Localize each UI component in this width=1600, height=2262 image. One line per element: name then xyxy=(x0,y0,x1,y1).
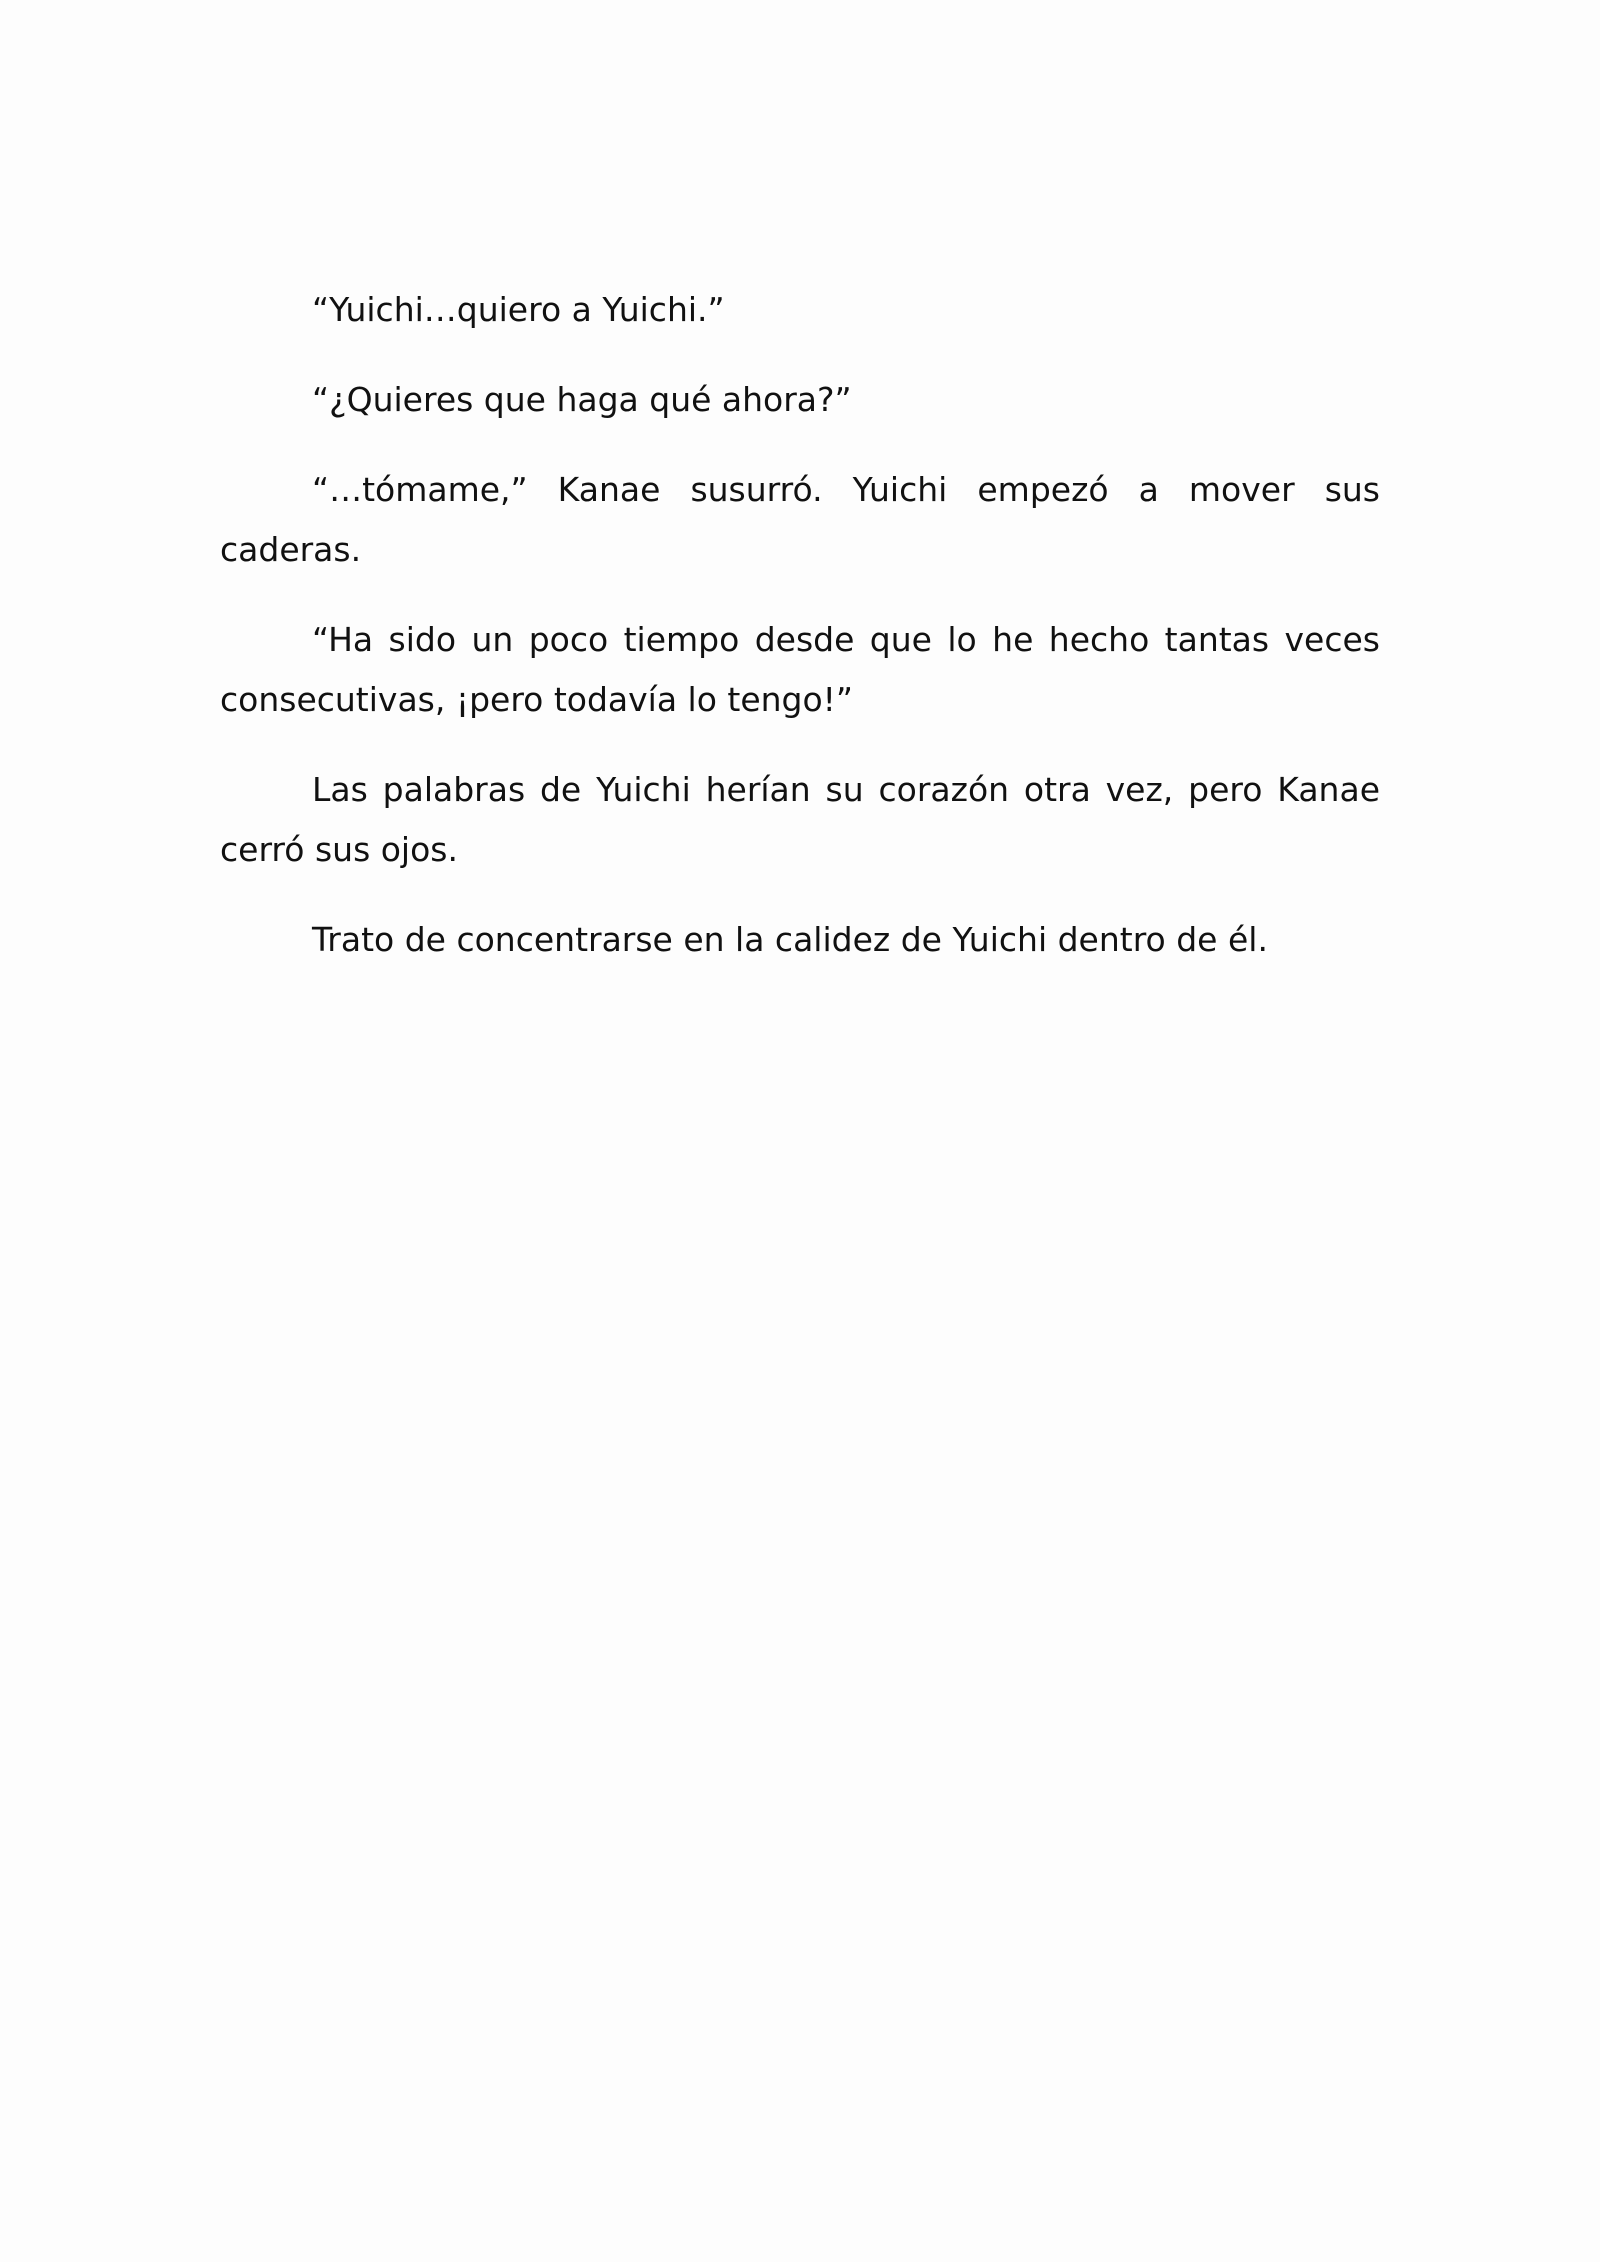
paragraph-1: “Yuichi…quiero a Yuichi.” xyxy=(312,290,725,329)
paragraph-3: “…tómame,” Kanae susurró. Yuichi empezó a mover sus caderas. xyxy=(220,470,1380,569)
paragraph-4: “Ha sido un poco tiempo desde que lo he hecho tantas veces consecutivas, ¡pero todavía lo tengo!” xyxy=(220,620,1380,719)
body-text xyxy=(220,280,1380,1000)
paragraph-5: Las palabras de Yuichi herían su corazón otra vez, pero Kanae cerró sus ojos. xyxy=(220,770,1380,869)
paragraph-6: Trato de concentrarse en la calidez de Yuichi dentro de él. xyxy=(312,920,1268,959)
paragraph-2: “¿Quieres que haga qué ahora?” xyxy=(312,380,852,419)
